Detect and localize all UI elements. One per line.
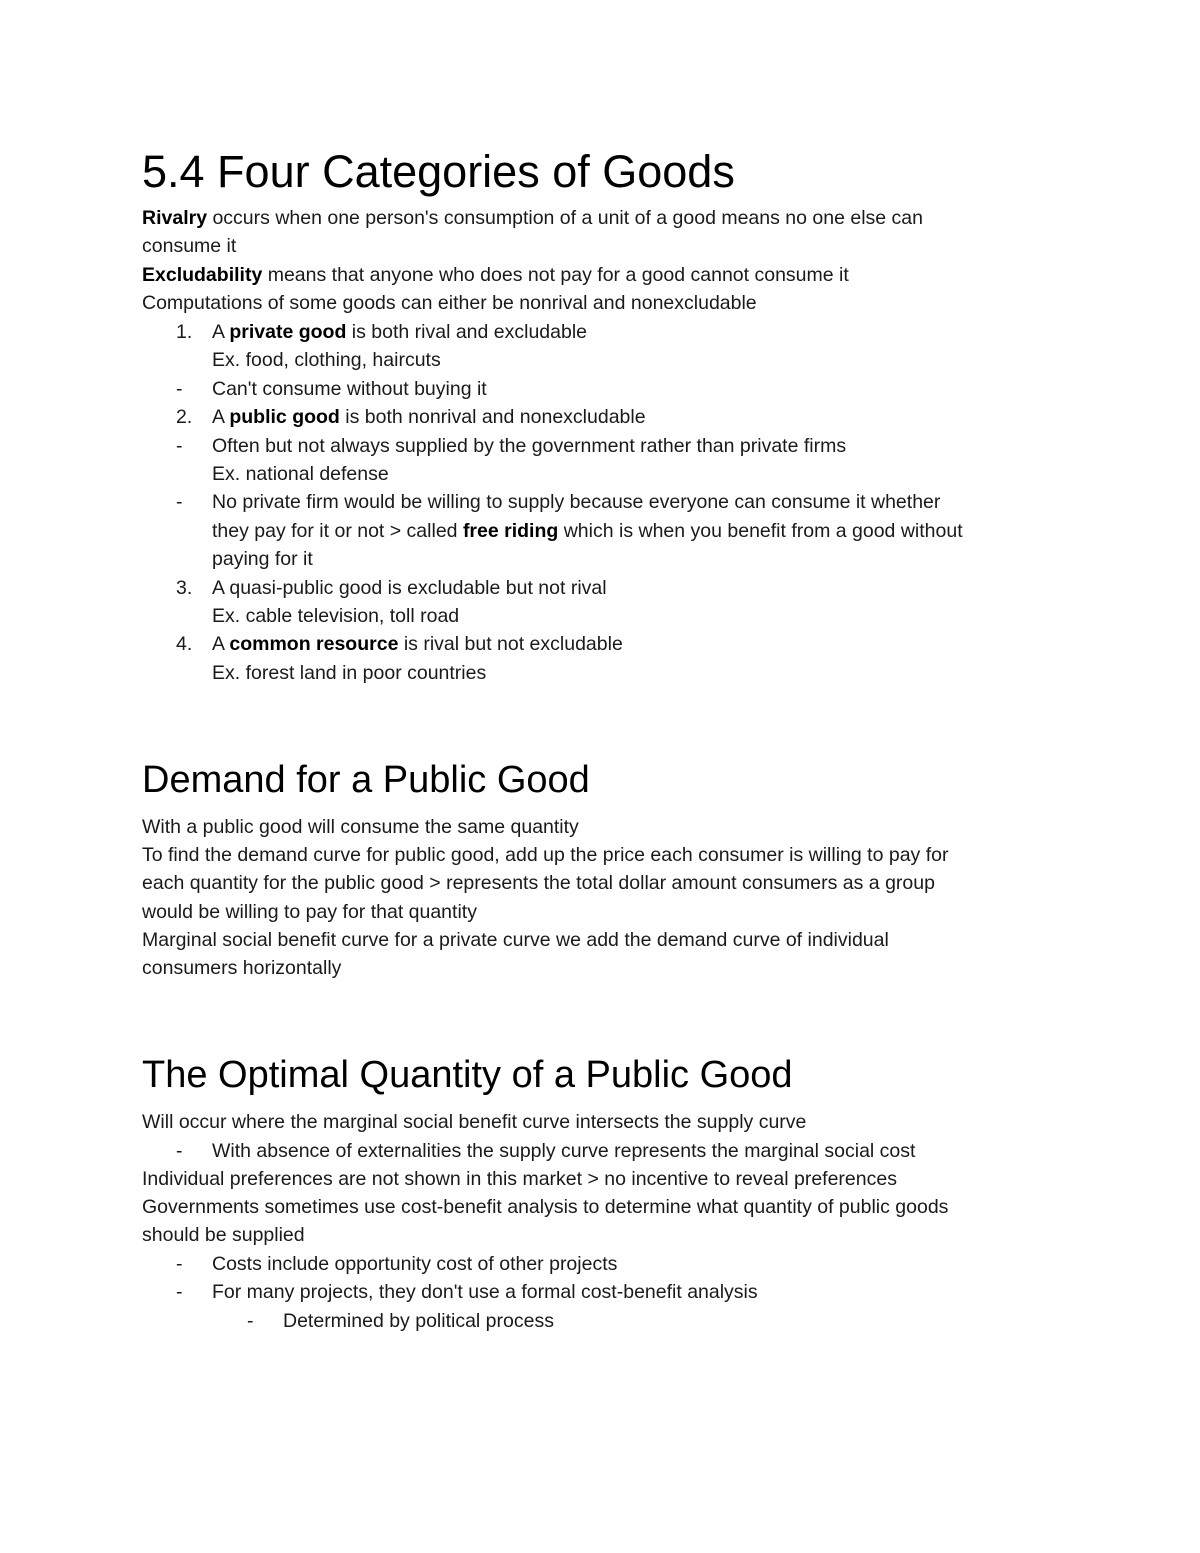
bullet-marker: -: [176, 1253, 183, 1275]
optimal-subbullet-1: Determined by political process: [283, 1310, 554, 1332]
optimal-line-3: Governments sometimes use cost-benefit analysis to determine what quantity of public goods: [142, 1196, 949, 1218]
section-title-optimal-quantity: The Optimal Quantity of a Public Good: [142, 1054, 793, 1096]
rivalry-definition-line-2: consume it: [142, 235, 237, 257]
bullet-marker: -: [247, 1310, 254, 1332]
list-marker-4: 4.: [176, 633, 193, 655]
public-good-bullet-1: Often but not always supplied by the government rather than private firms: [212, 435, 847, 457]
private-good-example: Ex. food, clothing, haircuts: [212, 349, 441, 371]
demand-line-6: consumers horizontally: [142, 957, 342, 979]
common-resource-term: common resource: [229, 633, 399, 655]
rivalry-definition-line-1: [142, 204, 923, 232]
free-riding-post: which is when you benefit from a good without: [558, 520, 963, 542]
public-good-bullet-2-line-1: No private firm would be willing to supply because everyone can consume it whether: [212, 491, 941, 513]
private-good-bullet: Can't consume without buying it: [212, 378, 487, 400]
rivalry-term: Rivalry: [142, 207, 208, 229]
public-good-term: public good: [229, 406, 340, 428]
demand-line-3: each quantity for the public good > represents the total dollar amount consumers as a group: [142, 872, 935, 894]
optimal-line-4: should be supplied: [142, 1224, 305, 1246]
optimal-line-2: Individual preferences are not shown in this market > no incentive to reveal preferences: [142, 1168, 897, 1190]
optimal-bullet-1: With absence of externalities the supply curve represents the marginal social cost: [212, 1140, 916, 1162]
list-item-quasi-public-good: A quasi-public good is excludable but not rival: [212, 577, 607, 599]
bullet-marker: -: [176, 1140, 183, 1162]
public-good-example: Ex. national defense: [212, 463, 389, 485]
excludability-term: Excludability: [142, 264, 263, 286]
excludability-definition: [142, 261, 849, 289]
excludability-text: means that anyone who does not pay for a good cannot consume it: [262, 264, 849, 286]
demand-line-1: With a public good will consume the same quantity: [142, 816, 579, 838]
list-marker-1: 1.: [176, 321, 193, 343]
list-item-public-good: [212, 403, 646, 431]
bullet-marker: -: [176, 1281, 183, 1303]
item4-post: is rival but not excludable: [398, 633, 623, 655]
list-item-common-resource: [212, 630, 623, 658]
optimal-bullet-3: For many projects, they don't use a formal cost-benefit analysis: [212, 1281, 758, 1303]
rivalry-text: occurs when one person's consumption of a unit of a good means no one else can: [207, 207, 923, 229]
list-marker-3: 3.: [176, 577, 193, 599]
bullet-marker: -: [176, 435, 183, 457]
quasi-public-good-example: Ex. cable television, toll road: [212, 605, 460, 627]
common-resource-example: Ex. forest land in poor countries: [212, 662, 487, 684]
item2-pre: A: [212, 406, 230, 428]
free-riding-pre: they pay for it or not > called: [212, 520, 463, 542]
bullet-marker: -: [176, 378, 183, 400]
list-item-private-good: [212, 318, 587, 346]
bullet-marker: -: [176, 491, 183, 513]
demand-line-4: would be willing to pay for that quantity: [142, 901, 477, 923]
section-title-demand-public-good: Demand for a Public Good: [142, 759, 590, 801]
free-riding-term: free riding: [462, 520, 559, 542]
item2-post: is both nonrival and nonexcludable: [339, 406, 646, 428]
list-marker-2: 2.: [176, 406, 193, 428]
demand-line-2: To find the demand curve for public good, add up the price each consumer is willing to pay for: [142, 844, 949, 866]
computations-text: Computations of some goods can either be nonrival and nonexcludable: [142, 292, 757, 314]
section-title-four-categories: 5.4 Four Categories of Goods: [142, 146, 735, 197]
public-good-bullet-2-line-3: paying for it: [212, 548, 313, 570]
private-good-term: private good: [229, 321, 347, 343]
optimal-bullet-2: Costs include opportunity cost of other projects: [212, 1253, 618, 1275]
demand-line-5: Marginal social benefit curve for a private curve we add the demand curve of individual: [142, 929, 889, 951]
optimal-line-1: Will occur where the marginal social benefit curve intersects the supply curve: [142, 1111, 807, 1133]
item4-pre: A: [212, 633, 230, 655]
public-good-bullet-2-line-2: [212, 517, 963, 545]
item1-post: is both rival and excludable: [346, 321, 588, 343]
item1-pre: A: [212, 321, 230, 343]
